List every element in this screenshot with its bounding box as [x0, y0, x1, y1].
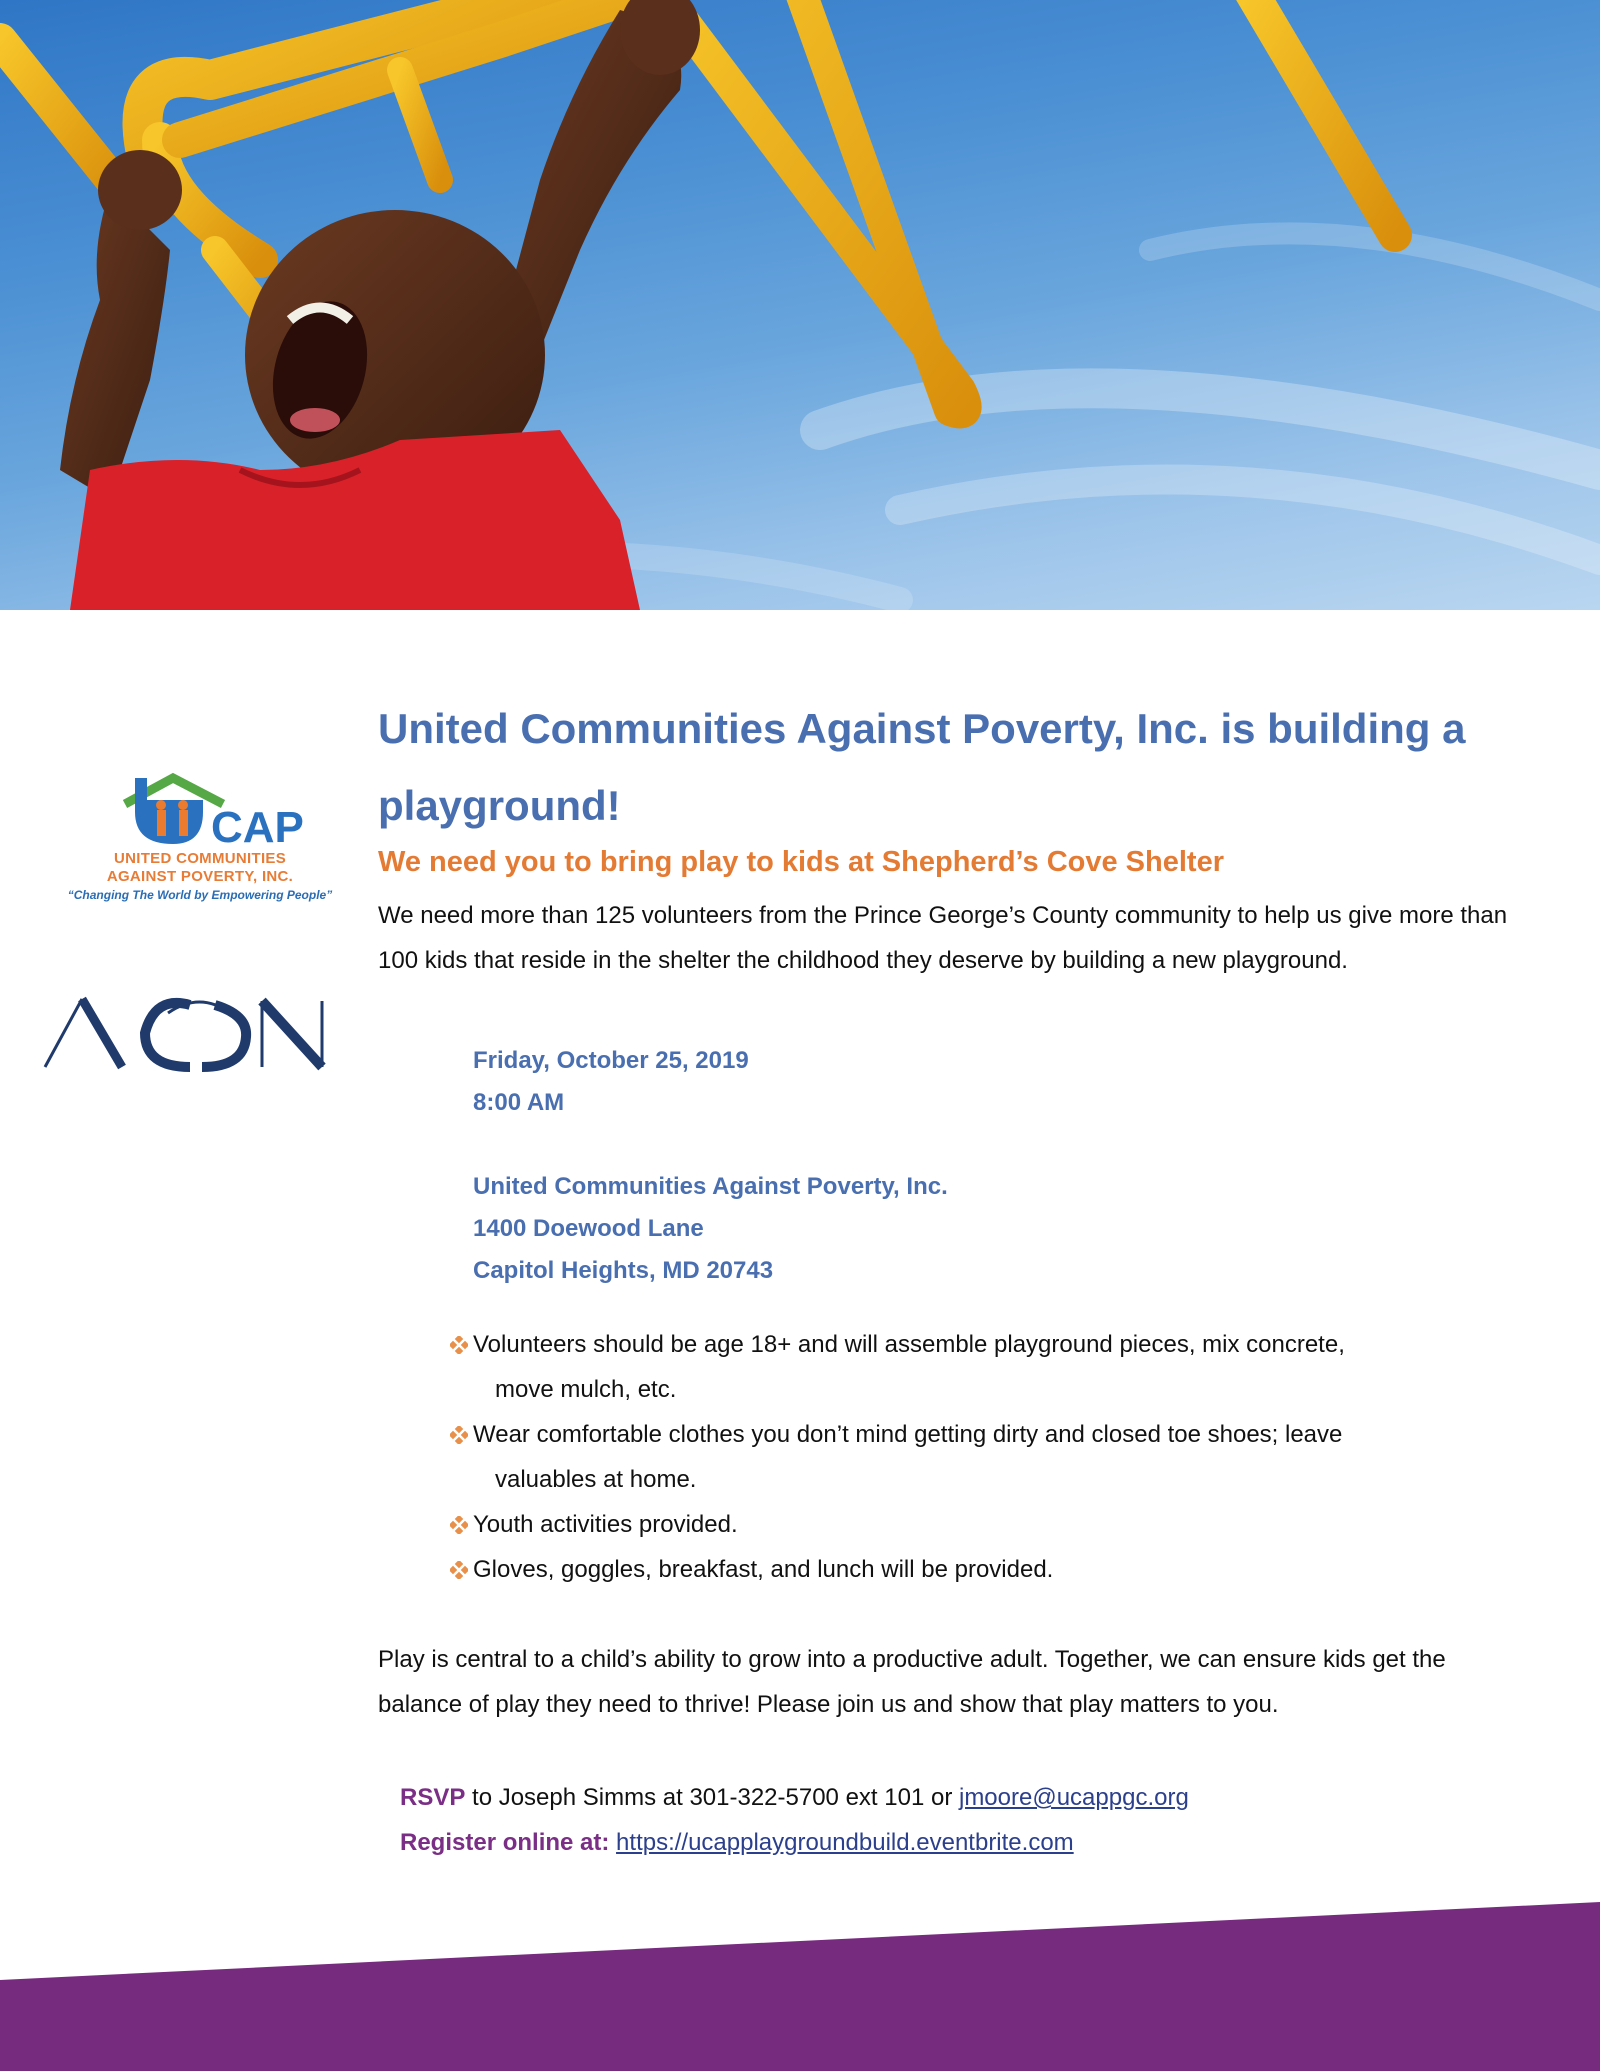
ucap-name-line1: UNITED COMMUNITIES: [113, 850, 287, 867]
rsvp-line: [400, 1775, 1189, 1820]
subheading: We need you to bring play to kids at Shepherd’s Cove Shelter: [378, 846, 1224, 878]
register-url-link[interactable]: https://ucapplaygroundbuild.eventbrite.com: [616, 1829, 1074, 1856]
event-street: 1400 Doewood Lane: [473, 1215, 704, 1242]
list-item-text: Youth activities provided.: [473, 1511, 738, 1538]
diamond-bullet-icon: [450, 1516, 468, 1534]
rsvp-label: RSVP: [400, 1784, 466, 1811]
page-title: United Communities Against Poverty, Inc. is building a playground!: [378, 705, 1466, 829]
list-item: [448, 1322, 1468, 1412]
acon-wordmark-icon: [40, 995, 330, 1075]
list-item: [448, 1547, 1468, 1592]
list-item: [448, 1502, 1468, 1547]
diamond-bullet-icon: [450, 1336, 468, 1354]
list-item-text: Wear comfortable clothes you don’t mind getting dirty and closed toe shoes; leave: [473, 1421, 1343, 1448]
rsvp-text: to Joseph Simms at 301-322-5700 ext 101 or: [465, 1784, 959, 1811]
register-label: Register online at:: [400, 1829, 610, 1856]
hero-illustration: [0, 0, 1600, 610]
event-organization: United Communities Against Poverty, Inc.: [473, 1173, 948, 1200]
list-item-continuation: valuables at home.: [495, 1466, 697, 1493]
event-city: Capitol Heights, MD 20743: [473, 1257, 774, 1284]
diamond-bullet-icon: [450, 1426, 468, 1444]
rsvp-email-link[interactable]: jmoore@ucappgc.org: [958, 1784, 1189, 1811]
intro-paragraph: We need more than 125 volunteers from the Prince George’s County community to help us give more than 100 kids that reside in the shelter the childhood they deserve by building a new playground.: [378, 902, 1508, 974]
list-item: [448, 1412, 1468, 1502]
ucap-house-icon: [85, 772, 345, 847]
spacer: [473, 1124, 948, 1166]
volunteer-info-list: [448, 1322, 1468, 1592]
ucap-wordmark: CAP: [211, 803, 304, 847]
event-date: Friday, October 25, 2019: [473, 1047, 749, 1074]
rsvp-section: [400, 1775, 1189, 1865]
ucap-name-line2: AGAINST POVERTY, INC.: [106, 868, 294, 885]
footer-band: [0, 1890, 1600, 2071]
register-line: [400, 1820, 1189, 1865]
hero-photo: [0, 0, 1600, 610]
ucap-tagline: “Changing The World by Empowering People”: [67, 888, 333, 902]
closing-paragraph: Play is central to a child’s ability to grow into a productive adult. Together, we can ensure kids get the balance of play they need to thrive! Please join us and show that play matters to you.: [378, 1646, 1446, 1718]
list-item-text: Gloves, goggles, breakfast, and lunch will be provided.: [473, 1556, 1054, 1583]
ucap-logo: [40, 772, 360, 912]
acon-logo: [40, 995, 330, 1075]
diamond-bullet-icon: [450, 1561, 468, 1579]
event-time: 8:00 AM: [473, 1089, 565, 1116]
list-item-continuation: move mulch, etc.: [495, 1376, 677, 1403]
list-item-text: Volunteers should be age 18+ and will assemble playground pieces, mix concrete,: [473, 1331, 1345, 1358]
event-details: [473, 1040, 948, 1292]
